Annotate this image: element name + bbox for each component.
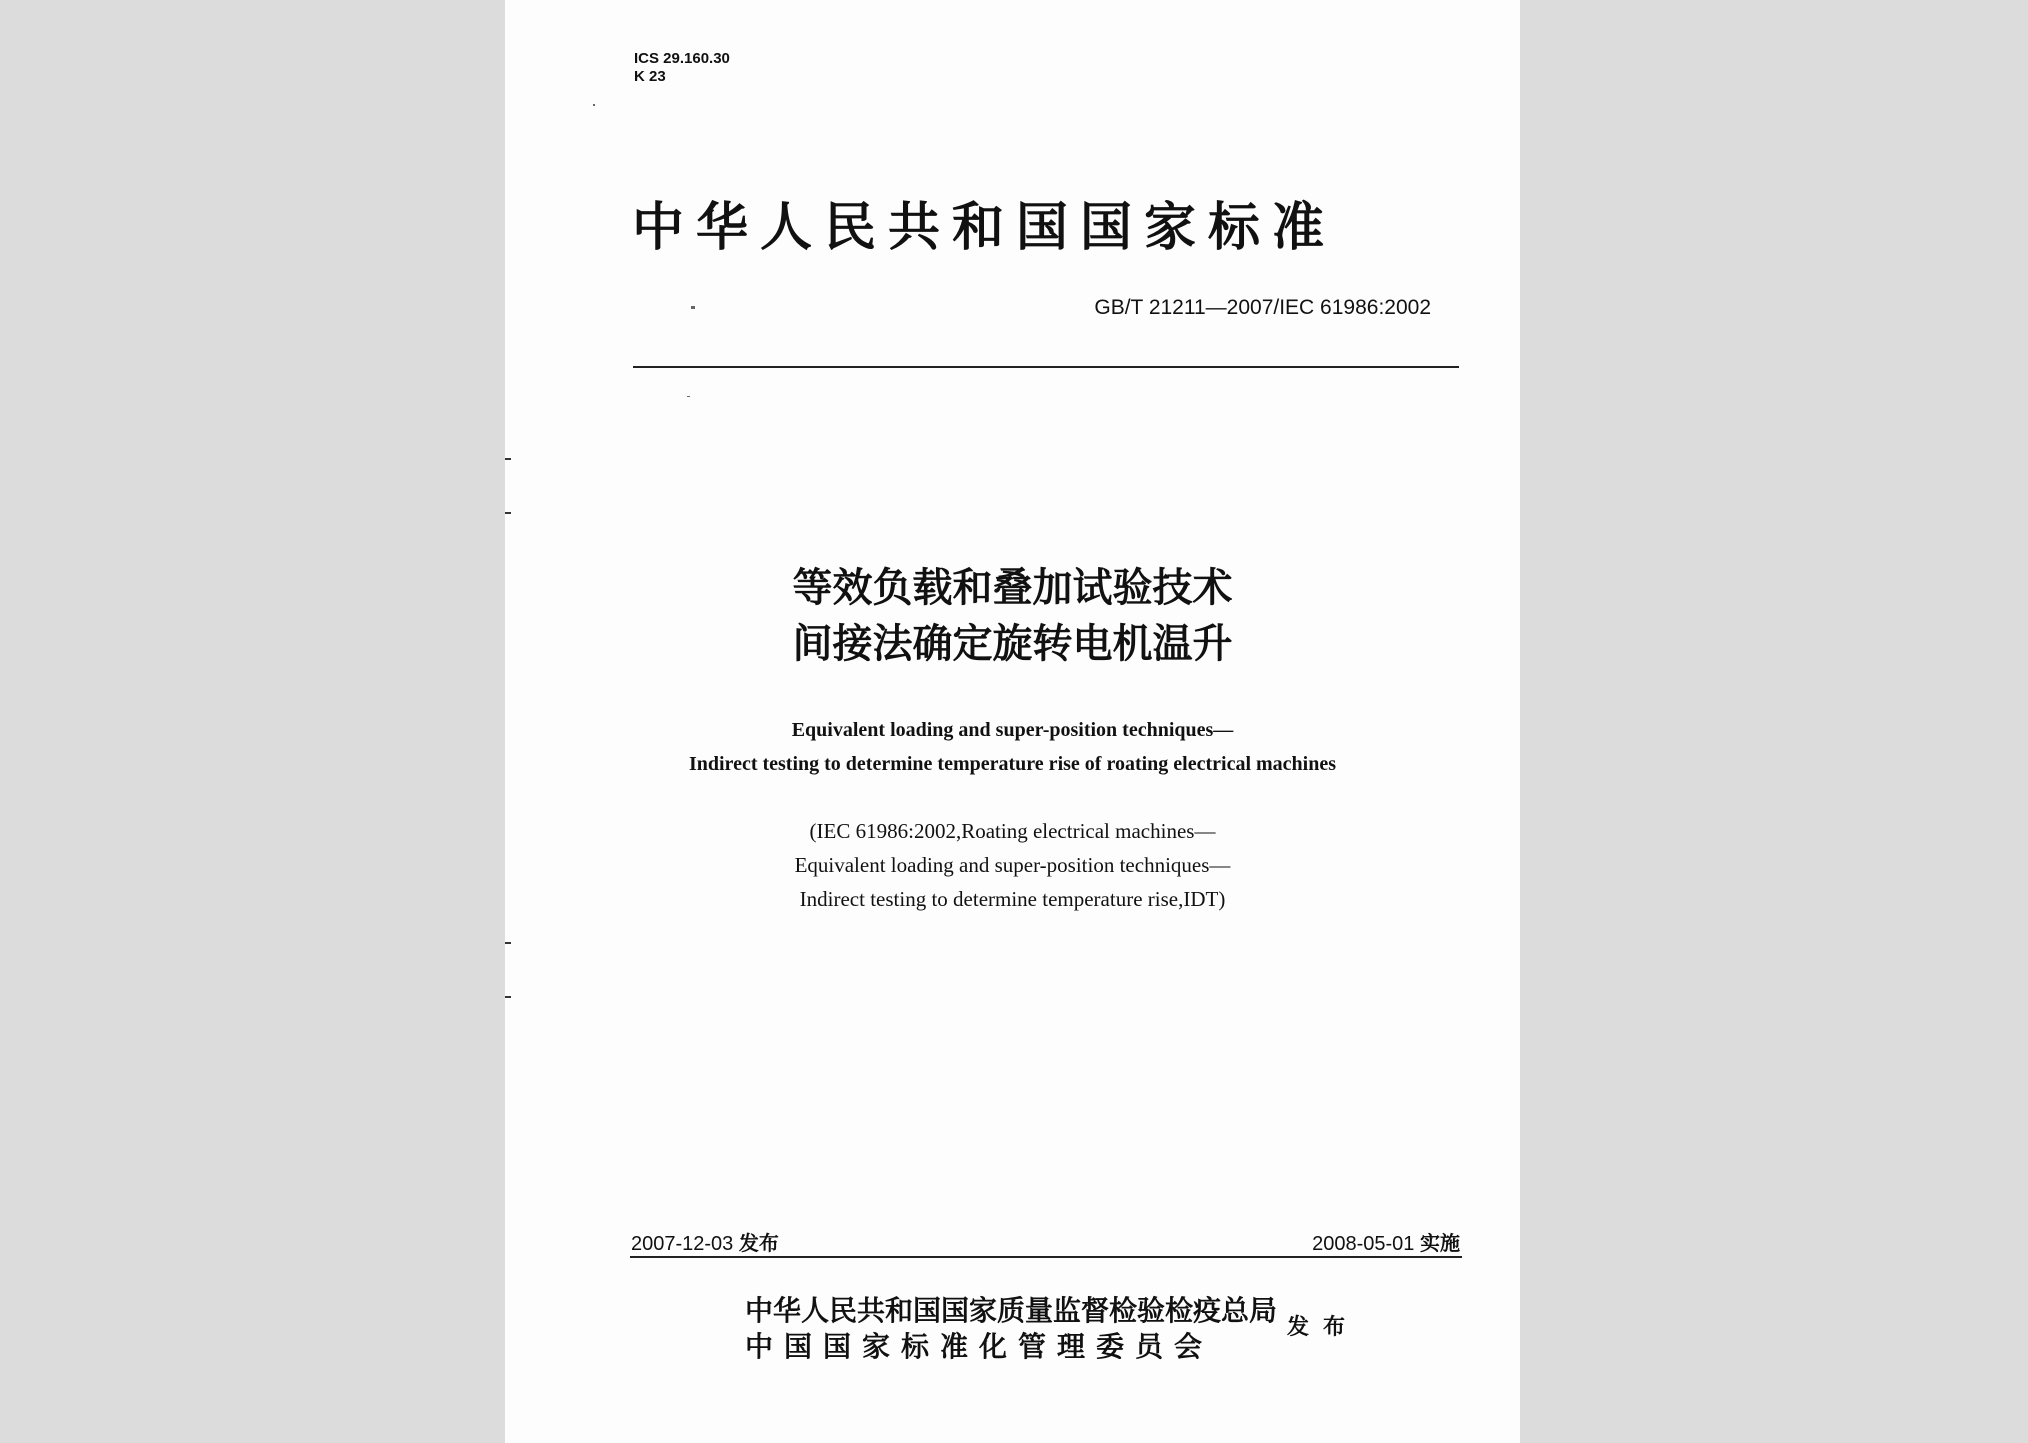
scan-speck — [593, 104, 595, 106]
english-title — [505, 713, 1520, 781]
ccs-code: K 23 — [634, 68, 666, 85]
publisher-org-1: 中华人民共和国国家质量监督检验检疫总局 — [745, 1294, 1278, 1327]
chinese-title — [505, 560, 1520, 672]
english-title-line-2: Indirect testing to determine temperature rise of roating electrical machines — [688, 753, 1337, 775]
edge-mark — [505, 942, 511, 944]
iec-reference-line-1: (IEC 61986:2002,Roating electrical machines— — [809, 819, 1216, 843]
issue-label: 发布 — [738, 1231, 779, 1255]
edge-mark — [505, 512, 511, 514]
edge-mark — [505, 996, 511, 998]
main-title: 中华人民共和国国家标准 — [632, 197, 1337, 258]
implement-label: 实施 — [1420, 1231, 1460, 1255]
standard-number: GB/T 21211—2007/IEC 61986:2002 — [1094, 296, 1431, 319]
edge-mark — [505, 458, 511, 460]
issue-date: 2007-12-03 — [631, 1233, 734, 1255]
implement-date-block — [1312, 1227, 1460, 1256]
footer-divider — [630, 1256, 1462, 1258]
implement-date: 2008-05-01 — [1312, 1233, 1415, 1255]
document-page — [505, 0, 1520, 1443]
scan-speck — [687, 396, 690, 397]
publisher-block — [745, 1293, 1277, 1365]
issue-date-block — [631, 1227, 779, 1256]
header-divider — [633, 366, 1459, 368]
chinese-title-line-1: 等效负载和叠加试验技术 — [792, 565, 1233, 611]
iec-reference — [505, 814, 1520, 916]
english-title-line-1: Equivalent loading and super-position techniques— — [791, 719, 1234, 741]
ics-code: ICS 29.160.30 — [634, 50, 730, 67]
publisher-org-2: 中国国家标准化管理委员会 — [745, 1330, 1214, 1363]
iec-reference-line-3: Indirect testing to determine temperature rise,IDT) — [799, 887, 1226, 911]
classification-codes — [634, 50, 730, 86]
publish-action: 发布 — [1287, 1315, 1360, 1340]
chinese-title-line-2: 间接法确定旋转电机温升 — [792, 621, 1233, 667]
scan-speck — [691, 306, 695, 309]
iec-reference-line-2: Equivalent loading and super-position techniques— — [794, 853, 1231, 877]
